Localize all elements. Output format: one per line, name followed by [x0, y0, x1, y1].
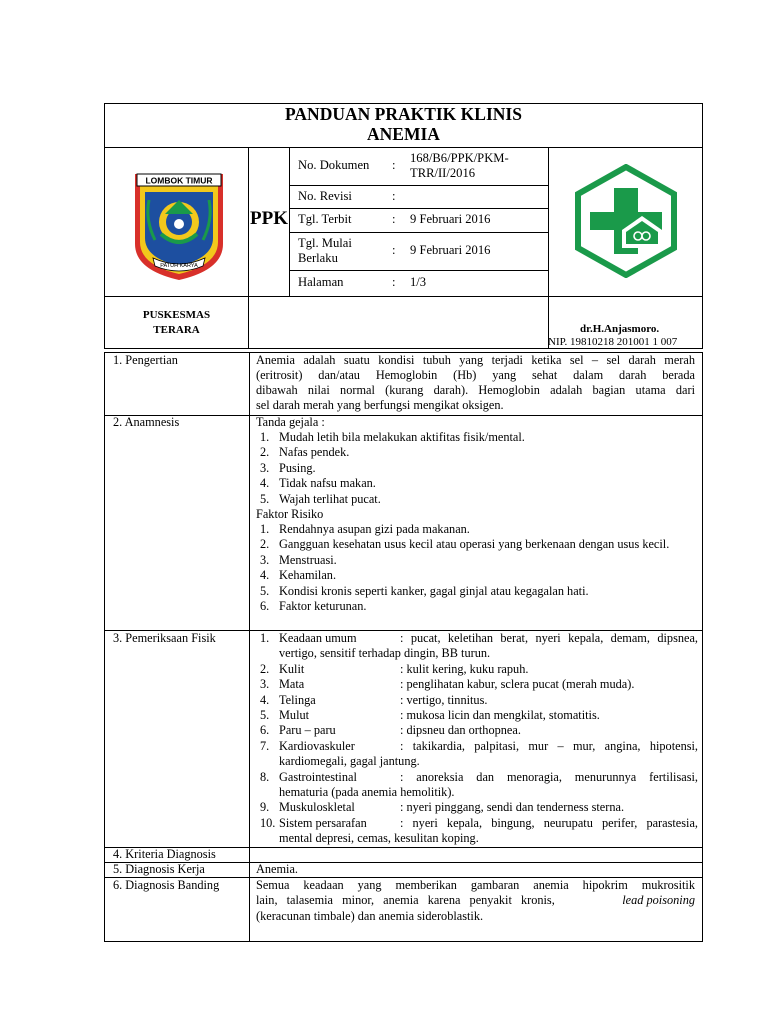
list-item: 3. Menstruasi.: [260, 552, 337, 567]
section-label-pengertian: 1. Pengertian: [113, 353, 178, 367]
document-title: PANDUAN PRAKTIK KLINIS: [285, 104, 522, 124]
section-label-banding: 6. Diagnosis Banding: [113, 878, 220, 892]
pengertian-line: sel darah merah yang berfungsi mengikat oksigen.: [256, 398, 504, 412]
meta-label-mulai-1: Tgl. Mulai: [298, 236, 352, 250]
meta-label-mulai-2: Berlaku: [298, 251, 338, 265]
crest-top-text: LOMBOK TIMUR: [145, 175, 213, 186]
list-item: 3. Pusing.: [260, 460, 316, 475]
crest-motto-text: PATUH KARYA: [160, 263, 198, 269]
meta-value-terbit: 9 Februari 2016: [410, 212, 491, 226]
meta-sep: :: [392, 212, 396, 226]
lombok-timur-crest: [131, 170, 227, 282]
list-item: 4. Telinga : vertigo, tinnitus.: [260, 692, 488, 707]
list-item: 7. Kardiovaskuler : takikardia, palpitasi, mur – mur, angina, hipotensi, kardiomegali, gagal jantung.: [260, 738, 698, 769]
meta-sep: :: [392, 243, 396, 257]
list-item: 4. Kehamilan.: [260, 568, 337, 583]
banding-line: (keracunan timbale) dan anemia sideroblastik.: [256, 909, 484, 923]
list-item: 6. Faktor keturunan.: [260, 599, 367, 614]
pengertian-line: Anemia adalah suatu kondisi tubuh yang terjadi ketika sel – sel darah merah: [256, 353, 695, 367]
pengertian-line: (eritrosit) dan/atau Hemoglobin (Hb) yang sehat dalam darah berada: [256, 368, 695, 382]
banding-line: Semua keadaan yang memberikan gambaran anemia hipokrim mukrositik: [256, 878, 695, 892]
list-item: 2. Kulit : kulit kering, kuku rapuh.: [260, 661, 529, 676]
meta-label-halaman: Halaman: [298, 275, 344, 289]
list-item: 5. Kondisi kronis seperti kanker, gagal ginjal atau kegagalan hati.: [260, 583, 589, 598]
list-item: 1. Rendahnya asupan gizi pada makanan.: [260, 522, 470, 536]
document-subtitle: ANEMIA: [367, 124, 440, 144]
list-item: 10. Sistem persarafan : nyeri kepala, bingung, neurupatu perifer, parastesia, mental depresi, cemas, kesulitan koping.: [260, 815, 698, 846]
section-label-anamnesis: 2. Anamnesis: [113, 415, 180, 429]
section-label-kerja: 5. Diagnosis Kerja: [113, 862, 205, 876]
section-label-kriteria: 4. Kriteria Diagnosis: [113, 847, 216, 861]
list-item: 5. Mulut : mukosa licin dan mengkilat, stomatitis.: [260, 708, 600, 723]
list-item: 1. Keadaan umum : pucat, keletihan berat, nyeri kepala, demam, dipsnea, vertigo, sensitif terhadap dingin, BB turun.: [260, 631, 698, 661]
signer-name: dr.H.Anjasmoro.: [580, 323, 660, 335]
section-label-pemeriksaan: 3. Pemeriksaan Fisik: [113, 631, 216, 645]
pengertian-line: dibawah nilai normal (kurang darah). Hemoglobin adalah bagian utama dari: [256, 383, 695, 397]
list-item: 5. Wajah terlihat pucat.: [260, 491, 381, 506]
meta-label-terbit: Tgl. Terbit: [298, 212, 352, 226]
kerja-value: Anemia.: [256, 862, 299, 876]
risiko-title: Faktor Risiko: [256, 507, 324, 521]
list-item: 2. Gangguan kesehatan usus kecil atau operasi yang berkenaan dengan usus kecil.: [260, 537, 670, 552]
meta-label-dokumen: No. Dokumen: [298, 158, 370, 172]
signer-nip: NIP. 19810218 201001 1 007: [548, 336, 678, 348]
org-name-line2: TERARA: [153, 324, 200, 336]
meta-value-dokumen-2: TRR/II/2016: [410, 166, 476, 180]
meta-sep: :: [392, 275, 396, 289]
list-item: 9. Muskuloskletal : nyeri pinggang, sendi dan tenderness sterna.: [260, 800, 625, 815]
ppk-label: PPK: [250, 208, 288, 229]
meta-sep: :: [392, 189, 396, 203]
meta-value-halaman: 1/3: [410, 275, 427, 289]
list-item: 3. Mata : penglihatan kabur, sclera pucat (merah muda).: [260, 677, 635, 692]
list-item: 4. Tidak nafsu makan.: [260, 476, 376, 491]
lead-poisoning-text: lead poisoning: [622, 893, 695, 907]
pemeriksaan-list: [260, 631, 698, 847]
meta-value-mulai: 9 Februari 2016: [410, 243, 491, 257]
org-name-line1: PUSKESMAS: [142, 309, 211, 321]
list-item: 8. Gastrointestinal : anoreksia dan menoragia, menurunnya fertilisasi, hematuria (pada anemia hemolitik).: [260, 769, 698, 800]
list-item: 1. Mudah letih bila melakukan aktifitas fisik/mental.: [260, 430, 525, 444]
list-item: 6. Paru – paru : dipsneu dan orthopnea.: [260, 723, 521, 738]
meta-label-revisi: No. Revisi: [298, 189, 352, 203]
meta-sep: :: [392, 158, 396, 172]
meta-value-dokumen-1: 168/B6/PPK/PKM-: [410, 151, 509, 165]
gejala-title: Tanda gejala :: [256, 415, 325, 429]
puskesmas-logo: [570, 164, 682, 278]
banding-line: lain, talasemia minor, anemia karena penyakit kronis, lead poisoning: [256, 893, 695, 907]
list-item: 2. Nafas pendek.: [260, 445, 350, 460]
gejala-list: [260, 430, 698, 507]
risiko-list: [260, 522, 698, 614]
